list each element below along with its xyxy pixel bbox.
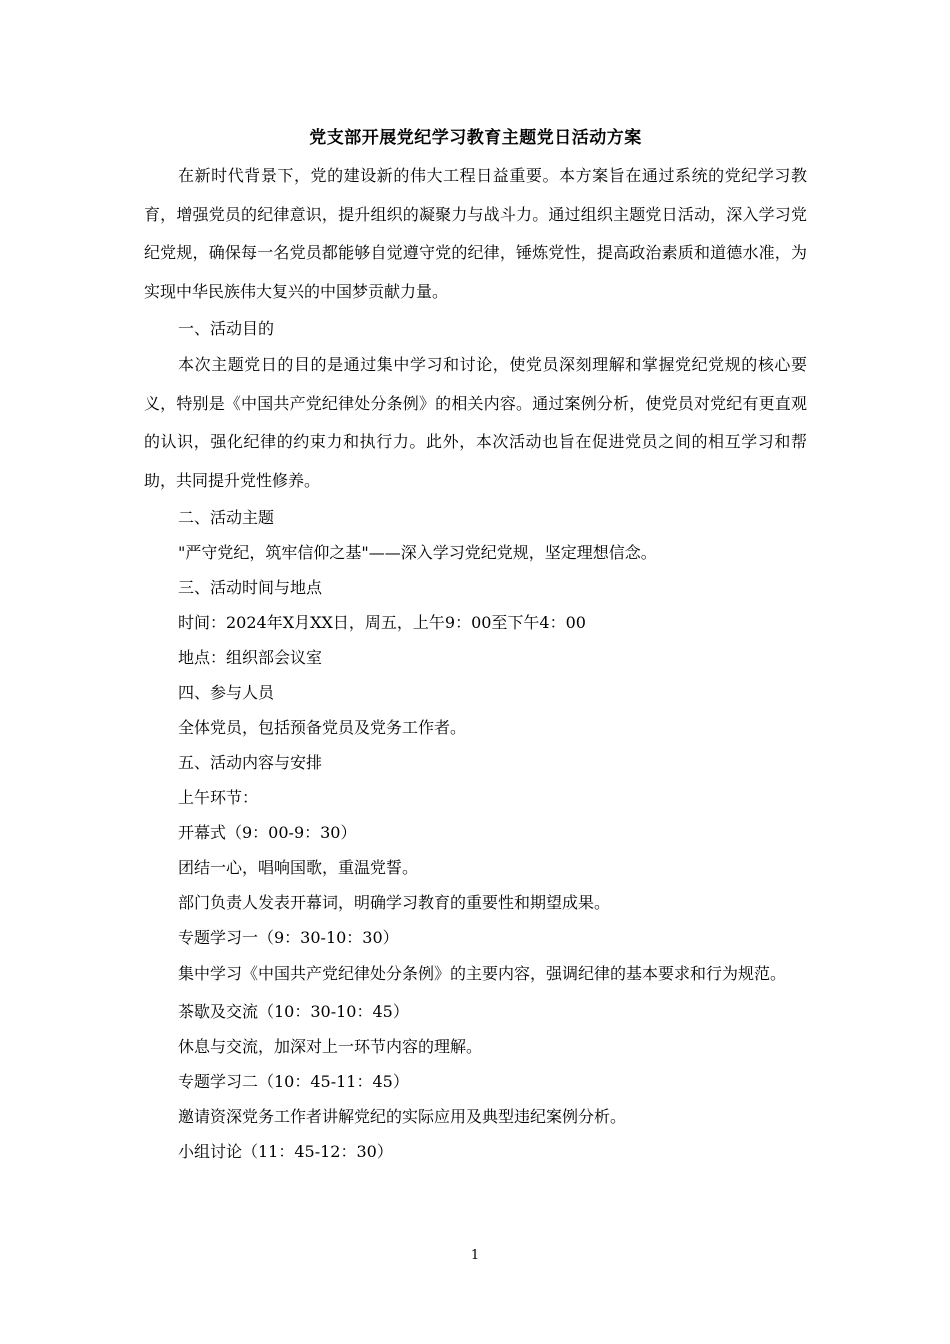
intro-paragraph: 在新时代背景下，党的建设新的伟大工程日益重要。本方案旨在通过系统的党纪学习教育，增强党员的纪律意识，提升组织的凝聚力与战斗力。通过组织主题党日活动，深入学习党纪党规，确保每一名党员都能够自觉遵守党的纪律，锤炼党性，提高政治素质和道德水准，为实现中华民族伟大复兴的中国梦贡献力量。 bbox=[144, 166, 807, 301]
section-heading-purpose: 一、活动目的 bbox=[178, 319, 275, 338]
agenda-detail: 团结一心，唱响国歌，重温党誓。 bbox=[178, 858, 419, 877]
theme-paragraph: "严守党纪，筑牢信仰之基"——深入学习党纪党规，坚定理想信念。 bbox=[178, 543, 657, 562]
participants-line: 全体党员，包括预备党员及党务工作者。 bbox=[178, 718, 467, 737]
agenda-detail: 休息与交流，加深对上一环节内容的理解。 bbox=[178, 1036, 483, 1056]
document-title: 党支部开展党纪学习教育主题党日活动方案 bbox=[309, 128, 642, 148]
agenda-item-tea-break: 茶歇及交流（10：30-10：45） bbox=[178, 1001, 409, 1021]
section-heading-time-place: 三、活动时间与地点 bbox=[178, 578, 323, 597]
section-heading-agenda: 五、活动内容与安排 bbox=[178, 753, 323, 772]
agenda-item-study-one: 专题学习一（9：30-10：30） bbox=[178, 928, 399, 947]
agenda-detail: 集中学习《中国共产党纪律处分条例》的主要内容，强调纪律的基本要求和行为规范。 bbox=[178, 964, 787, 983]
purpose-paragraph: 本次主题党日的目的是通过集中学习和讨论，使党员深刻理解和掌握党纪党规的核心要义，特别是《中国共产党纪律处分条例》的相关内容。通过案例分析，使党员对党纪有更直观的认识，强化纪律的约束力和执行力。此外，本次活动也旨在促进党员之间的相互学习和帮助，共同提升党性修养。 bbox=[144, 355, 807, 490]
section-heading-participants: 四、参与人员 bbox=[178, 683, 275, 702]
morning-session-label: 上午环节： bbox=[178, 788, 259, 807]
agenda-item-group-discussion: 小组讨论（11：45-12：30） bbox=[178, 1141, 393, 1161]
agenda-item-opening: 开幕式（9：00-9：30） bbox=[178, 823, 357, 842]
place-line: 地点：组织部会议室 bbox=[178, 648, 323, 667]
page-number: 1 bbox=[470, 1248, 480, 1263]
agenda-detail: 部门负责人发表开幕词，明确学习教育的重要性和期望成果。 bbox=[178, 893, 611, 912]
agenda-detail: 邀请资深党务工作者讲解党纪的实际应用及典型违纪案例分析。 bbox=[178, 1106, 627, 1126]
agenda-item-study-two: 专题学习二（10：45-11：45） bbox=[178, 1071, 409, 1091]
section-heading-theme: 二、活动主题 bbox=[178, 508, 275, 527]
time-line: 时间：2024年X月XX日，周五，上午9：00至下午4：00 bbox=[178, 613, 586, 632]
document-body bbox=[144, 123, 807, 1169]
